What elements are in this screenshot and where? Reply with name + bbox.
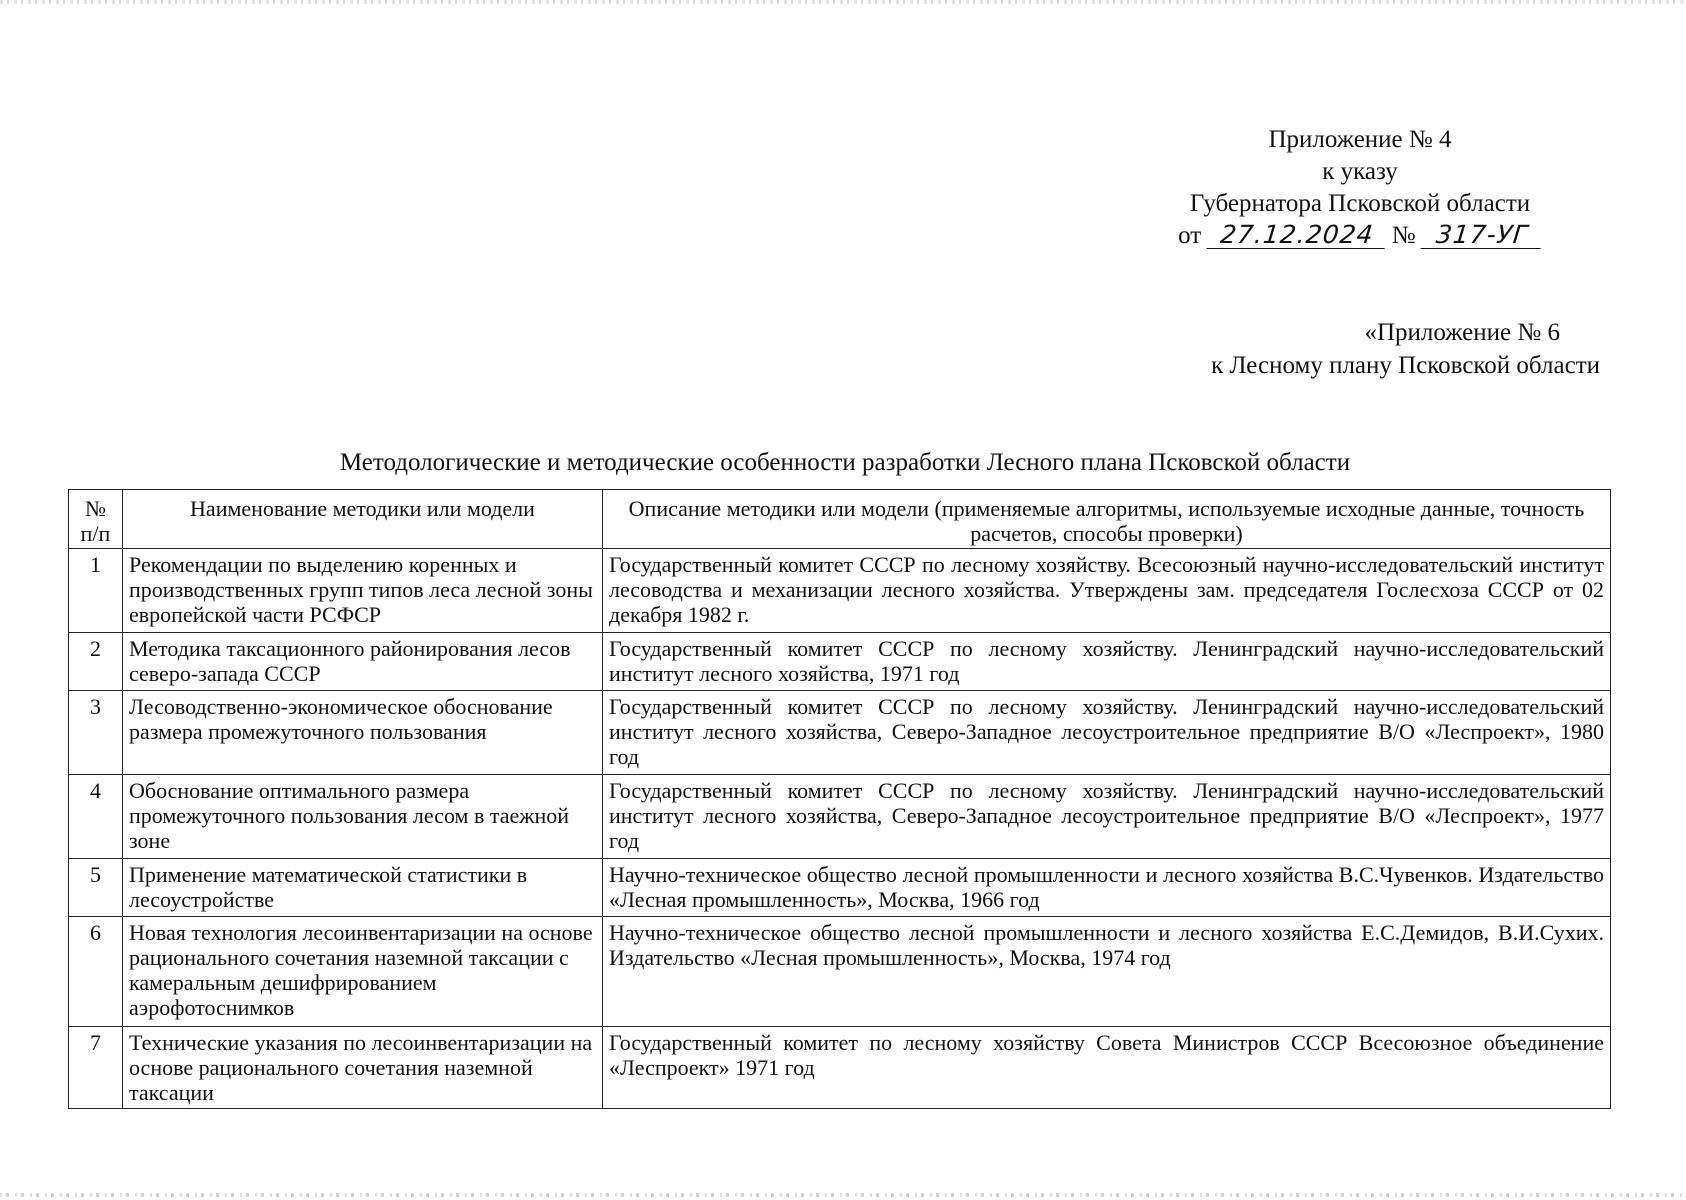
annex-line-2: к Лесному плану Псковской области — [1211, 352, 1600, 379]
table-row — [69, 549, 1611, 633]
number-label: № — [1391, 222, 1416, 249]
row-num: 4 — [69, 775, 123, 859]
row-desc: Научно-техническое общество лесной промышленности и лесного хозяйства В.С.Чувенков. Издательство «Лесная промышленность», Москва, 1966 год — [603, 859, 1611, 917]
row-desc: Государственный комитет СССР по лесному хозяйству. Ленинградский научно-исследовательский институт лесного хозяйства, 1971 год — [603, 633, 1611, 691]
row-desc: Государственный комитет СССР по лесному хозяйству. Ленинградский научно-исследовательский институт лесного хозяйства, Северо-Западное лесоустроительное предприятие В/О «Леспроект», 1977 год — [603, 775, 1611, 859]
row-num: 2 — [69, 633, 123, 691]
attachment-line-1: Приложение № 4 — [1268, 126, 1452, 153]
row-num: 3 — [69, 691, 123, 775]
row-desc: Государственный комитет СССР по лесному хозяйству. Всесоюзный научно-исследовательский институт лесоводства и механизации лесного хозяйства. Утверждены зам. председателя Гослесхоза СССР от 02 декабря 1982 г. — [603, 549, 1611, 633]
table-row — [69, 859, 1611, 917]
row-name: Рекомендации по выделению коренных и производственных групп типов леса лесной зоны европейской части РСФСР — [123, 549, 603, 633]
row-name: Новая технология лесоинвентаризации на основе рационального сочетания наземной таксации с камеральным дешифрированием аэрофотоснимков — [123, 917, 603, 1027]
table-header-row — [69, 490, 1611, 549]
handwritten-number: 317-УГ — [1420, 222, 1543, 249]
scan-edge-bottom — [0, 1193, 1686, 1197]
row-name: Обоснование оптимального размера промежуточного пользования лесом в таежной зоне — [123, 775, 603, 859]
attachment-header — [1140, 124, 1580, 252]
row-name: Лесоводственно-экономическое обоснование размера промежуточного пользования — [123, 691, 603, 775]
attachment-line-2: к указу — [1322, 158, 1398, 185]
table-row — [69, 1027, 1611, 1109]
document-title: Методологические и методические особенности разработки Лесного плана Псковской области — [339, 449, 1351, 476]
attachment-date-number-row — [1140, 220, 1580, 252]
header-name: Наименование методики или модели — [123, 490, 603, 549]
header-desc: Описание методики или модели (применяемые алгоритмы, используемые исходные данные, точность расчетов, способы проверки) — [603, 490, 1611, 549]
row-desc: Научно-техническое общество лесной промышленности и лесного хозяйства Е.С.Демидов, В.И.Сухих. Издательство «Лесная промышленность», Москва, 1974 год — [603, 917, 1611, 1027]
row-num: 6 — [69, 917, 123, 1027]
attachment-line-3: Губернатора Псковской области — [1189, 190, 1531, 217]
handwritten-date: 27.12.2024 — [1206, 222, 1387, 249]
header-num: № п/п — [69, 490, 123, 549]
table-row — [69, 633, 1611, 691]
row-num: 1 — [69, 549, 123, 633]
row-num: 5 — [69, 859, 123, 917]
annex-line-1: «Приложение № 6 — [1364, 319, 1560, 346]
table-row — [69, 691, 1611, 775]
row-name: Применение математической статистики в лесоустройстве — [123, 859, 603, 917]
from-label: от — [1178, 222, 1202, 249]
row-name: Технические указания по лесоинвентаризации на основе рационального сочетания наземной таксации — [123, 1027, 603, 1109]
table-row — [69, 775, 1611, 859]
row-desc: Государственный комитет по лесному хозяйству Совета Министров СССР Всесоюзное объединение «Леспроект» 1971 год — [603, 1027, 1611, 1109]
annex-header — [1100, 316, 1600, 382]
table-row — [69, 917, 1611, 1027]
row-num: 7 — [69, 1027, 123, 1109]
methods-table — [68, 489, 1611, 1109]
row-desc: Государственный комитет СССР по лесному хозяйству. Ленинградский научно-исследовательский институт лесного хозяйства, Северо-Западное лесоустроительное предприятие В/О «Леспроект», 1980 год — [603, 691, 1611, 775]
scan-edge-top — [0, 0, 1686, 4]
row-name: Методика таксационного районирования лесов северо-запада СССР — [123, 633, 603, 691]
